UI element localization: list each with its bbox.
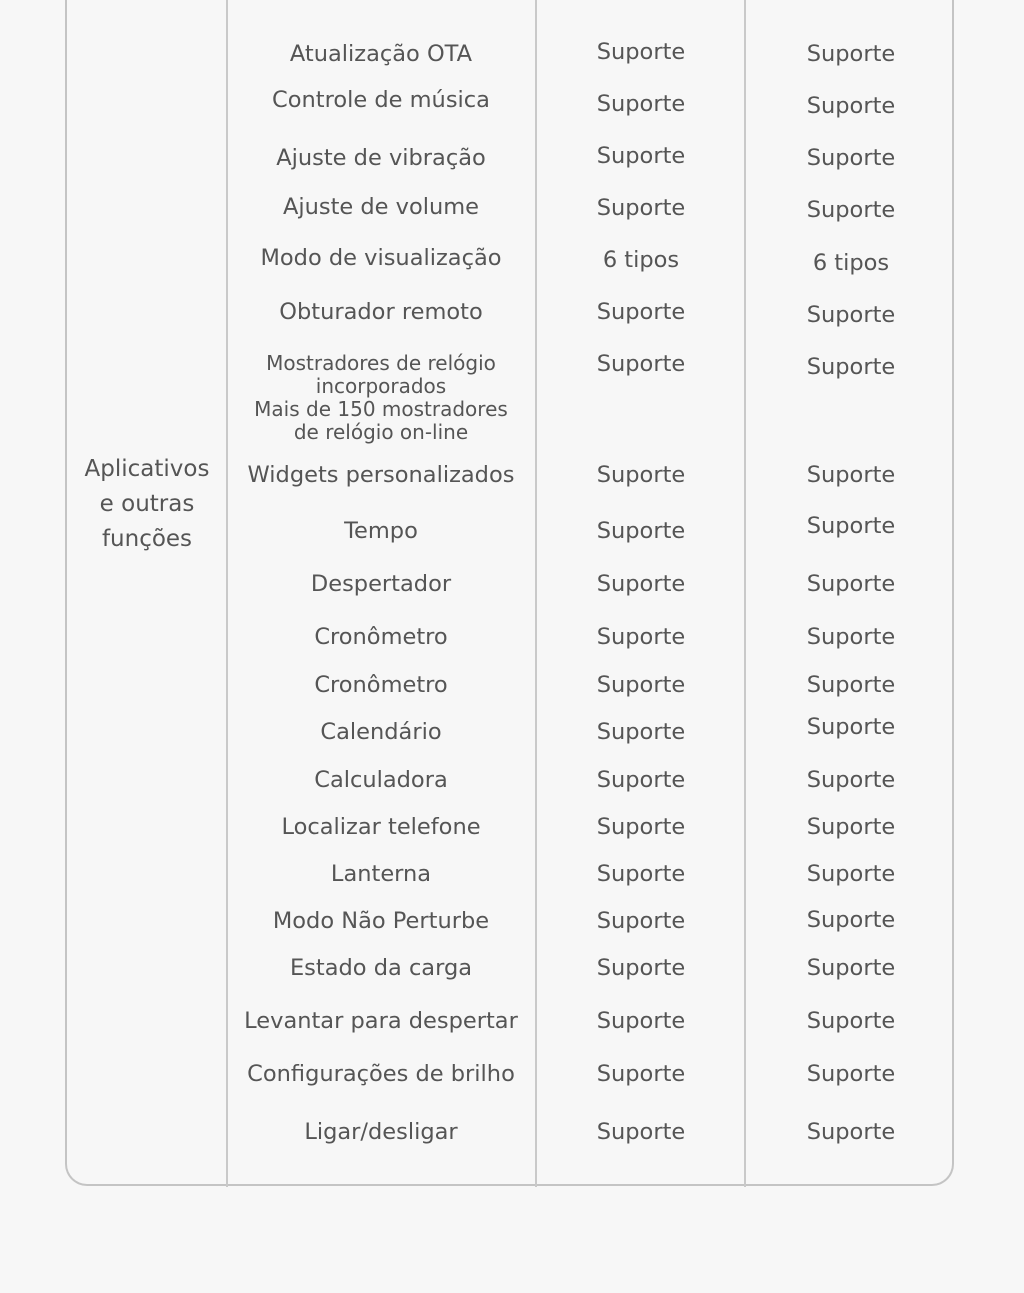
column-divider-3 bbox=[744, 0, 746, 1187]
feature-display-mode: Modo de visualização bbox=[260, 245, 502, 271]
feature-ota-update: Atualização OTA bbox=[289, 41, 473, 67]
feature-power: Ligar/desligar bbox=[304, 1119, 458, 1145]
feature-weather: Tempo bbox=[344, 518, 418, 544]
value-b-power: Suporte bbox=[806, 1119, 896, 1145]
value-b-volume: Suporte bbox=[806, 197, 896, 223]
feature-flashlight: Lanterna bbox=[330, 861, 432, 887]
value-b-do-not-disturb: Suporte bbox=[806, 907, 896, 933]
value-a-do-not-disturb: Suporte bbox=[596, 908, 686, 934]
value-b-timer: Suporte bbox=[806, 672, 896, 698]
category-label bbox=[68, 452, 226, 557]
feature-calculator: Calculadora bbox=[314, 767, 448, 793]
feature-watch-faces bbox=[228, 352, 534, 444]
value-b-flashlight: Suporte bbox=[806, 861, 896, 887]
feature-raise-to-wake: Levantar para despertar bbox=[244, 1008, 518, 1034]
value-b-ota-update: Suporte bbox=[806, 41, 896, 67]
feature-charge-status: Estado da carga bbox=[289, 955, 473, 981]
value-a-calendar: Suporte bbox=[596, 719, 686, 745]
feature-remote-shutter: Obturador remoto bbox=[279, 299, 483, 325]
value-b-remote-shutter: Suporte bbox=[806, 302, 896, 328]
feature-stopwatch: Cronômetro bbox=[314, 624, 448, 650]
value-b-charge-status: Suporte bbox=[806, 955, 896, 981]
feature-watch-faces-line: de relógio on-line bbox=[293, 420, 469, 444]
value-a-calculator: Suporte bbox=[596, 767, 686, 793]
value-a-brightness: Suporte bbox=[596, 1061, 686, 1087]
value-a-charge-status: Suporte bbox=[596, 955, 686, 981]
value-a-find-phone: Suporte bbox=[596, 814, 686, 840]
category-line: e outras bbox=[99, 491, 195, 517]
category-line: funções bbox=[101, 526, 193, 552]
value-b-weather: Suporte bbox=[806, 513, 896, 539]
feature-volume: Ajuste de volume bbox=[282, 194, 480, 220]
value-b-alarm: Suporte bbox=[806, 571, 896, 597]
value-a-flashlight: Suporte bbox=[596, 861, 686, 887]
value-b-find-phone: Suporte bbox=[806, 814, 896, 840]
value-a-custom-widgets: Suporte bbox=[596, 462, 686, 488]
value-b-watch-faces: Suporte bbox=[806, 354, 896, 380]
category-line: Aplicativos bbox=[84, 456, 210, 482]
value-a-weather: Suporte bbox=[596, 518, 686, 544]
feature-watch-faces-line: Mostradores de relógio bbox=[266, 351, 496, 375]
value-b-display-mode: 6 tipos bbox=[812, 250, 890, 276]
feature-watch-faces-line: incorporados bbox=[315, 374, 447, 398]
value-a-volume: Suporte bbox=[596, 195, 686, 221]
value-b-calculator: Suporte bbox=[806, 767, 896, 793]
value-a-vibration: Suporte bbox=[596, 143, 686, 169]
value-b-stopwatch: Suporte bbox=[806, 624, 896, 650]
value-a-music-control: Suporte bbox=[596, 91, 686, 117]
value-a-stopwatch: Suporte bbox=[596, 624, 686, 650]
value-a-power: Suporte bbox=[596, 1119, 686, 1145]
feature-brightness: Configurações de brilho bbox=[247, 1061, 515, 1087]
value-a-remote-shutter: Suporte bbox=[596, 299, 686, 325]
column-divider-2 bbox=[535, 0, 537, 1187]
value-b-calendar: Suporte bbox=[806, 714, 896, 740]
value-b-raise-to-wake: Suporte bbox=[806, 1008, 896, 1034]
feature-custom-widgets: Widgets personalizados bbox=[247, 462, 515, 488]
value-b-music-control: Suporte bbox=[806, 93, 896, 119]
value-b-vibration: Suporte bbox=[806, 145, 896, 171]
feature-watch-faces-line: Mais de 150 mostradores bbox=[254, 397, 508, 421]
feature-vibration: Ajuste de vibração bbox=[276, 145, 486, 171]
feature-do-not-disturb: Modo Não Perturbe bbox=[272, 908, 490, 934]
value-b-brightness: Suporte bbox=[806, 1061, 896, 1087]
value-a-display-mode: 6 tipos bbox=[602, 247, 680, 273]
value-a-watch-faces: Suporte bbox=[596, 351, 686, 377]
value-a-alarm: Suporte bbox=[596, 571, 686, 597]
value-a-timer: Suporte bbox=[596, 672, 686, 698]
feature-timer: Cronômetro bbox=[314, 672, 448, 698]
feature-music-control: Controle de música bbox=[272, 87, 490, 113]
feature-alarm: Despertador bbox=[310, 571, 452, 597]
value-b-custom-widgets: Suporte bbox=[806, 462, 896, 488]
value-a-ota-update: Suporte bbox=[596, 39, 686, 65]
feature-find-phone: Localizar telefone bbox=[281, 814, 481, 840]
feature-calendar: Calendário bbox=[320, 719, 442, 745]
value-a-raise-to-wake: Suporte bbox=[596, 1008, 686, 1034]
